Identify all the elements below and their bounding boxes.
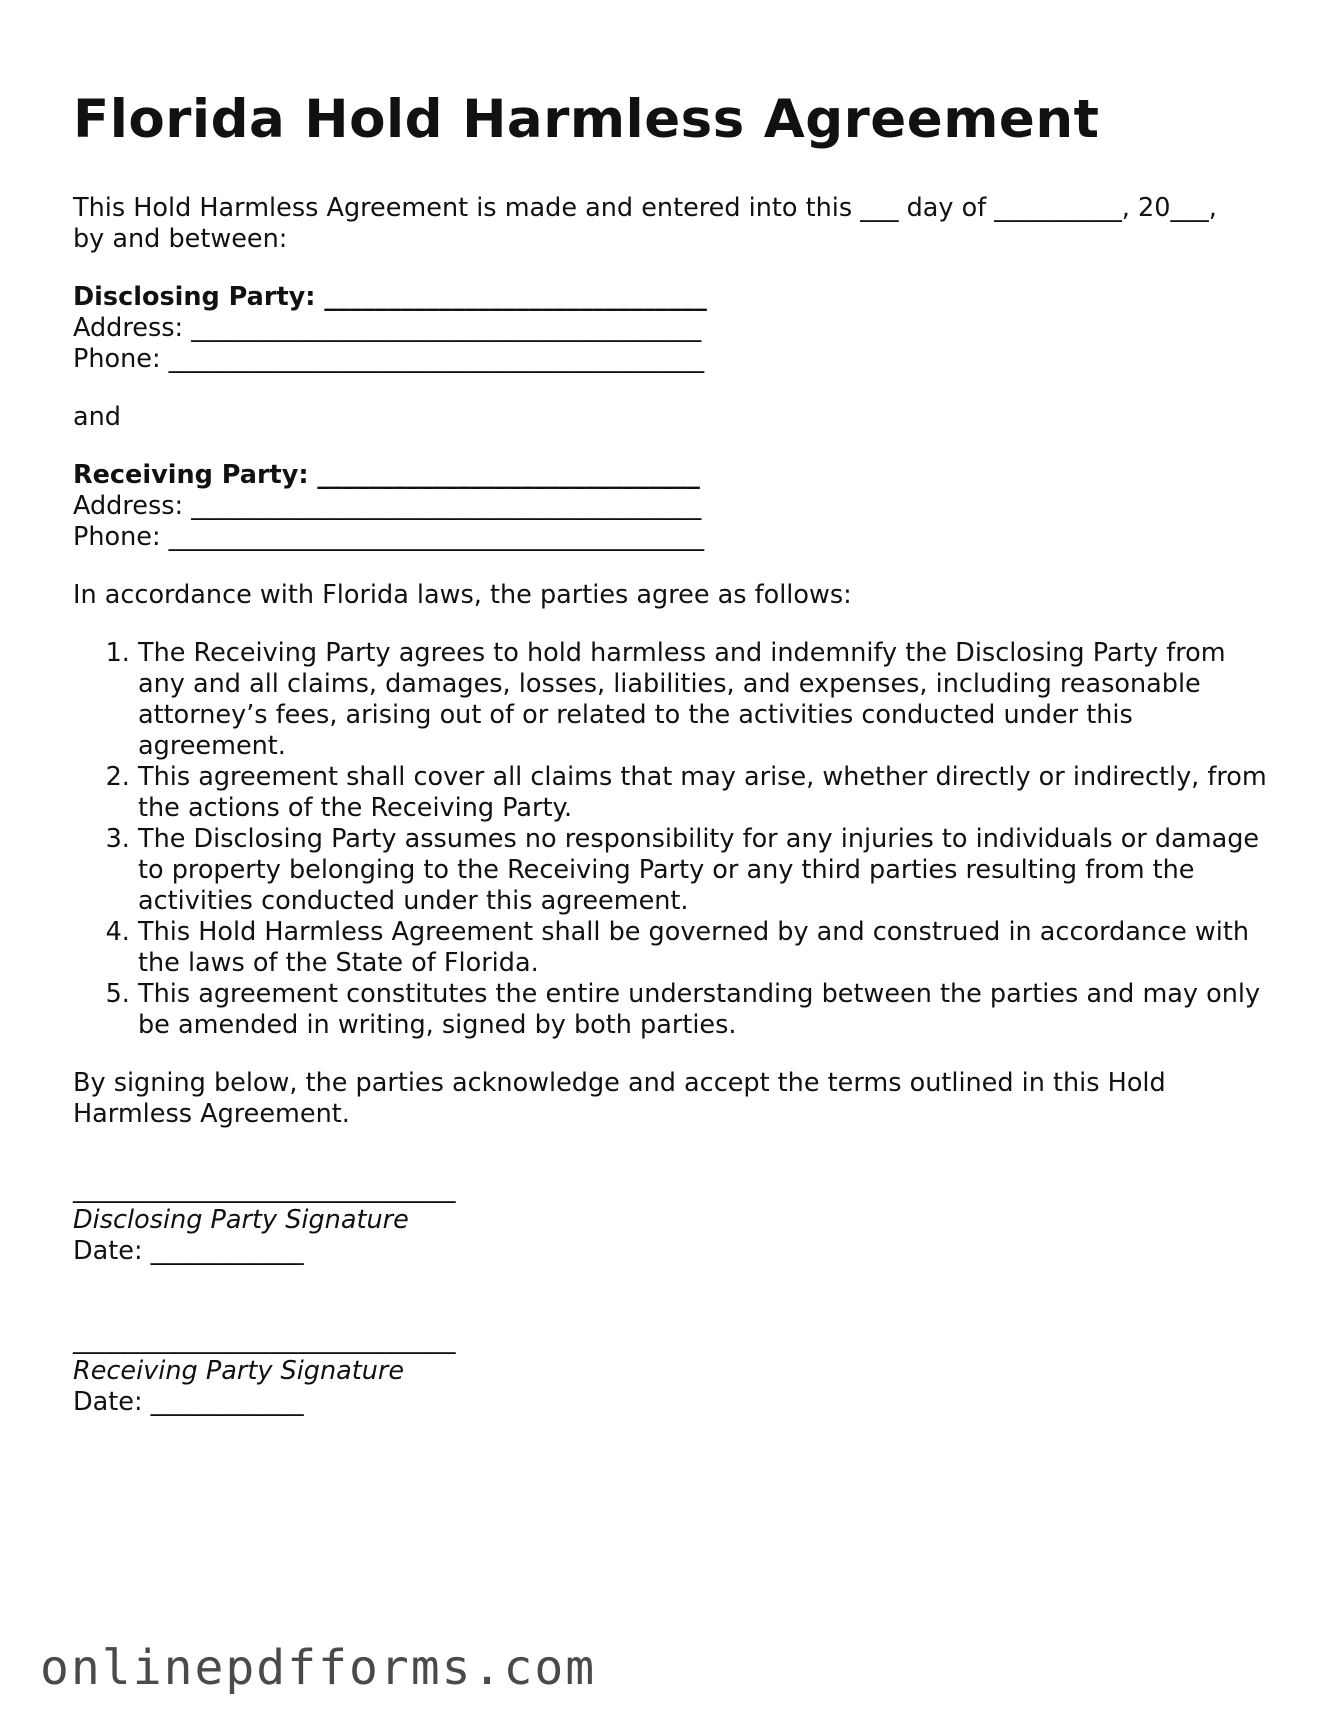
term-item: 3. The Disclosing Party assumes no responsibility for any injuries to individuals or damage to property belonging to the Receiving Party or any third parties resulting from the activities conducted under this agreement. [138, 824, 1273, 917]
signature-spacer [73, 1267, 1273, 1325]
signature-line: ______________________________ [73, 1173, 456, 1204]
and-separator [73, 402, 1273, 433]
disclosing-signature-block [73, 1174, 1273, 1267]
terms-list [73, 638, 1273, 1041]
watermark-text: onlinepdfforms.com [40, 1640, 597, 1696]
disclosing-phone-field: Phone: __________________________________________ [73, 343, 705, 374]
receiving-party-block [73, 460, 1273, 553]
intro-line: This Hold Harmless Agreement is made and entered into this ___ day of __________, 20___, [73, 192, 1217, 223]
disclosing-party-field: Disclosing Party: ______________________________ [73, 281, 707, 312]
disclosing-signature-label: Disclosing Party Signature [73, 1204, 409, 1235]
page-title: Florida Hold Harmless Agreement [73, 89, 1100, 150]
acknowledge-paragraph [73, 1068, 1273, 1130]
term-item: 2. This agreement shall cover all claims that may arise, whether directly or indirectly, from the actions of the Receiving Party. [138, 762, 1273, 824]
receiving-address-field: Address: ________________________________________ [73, 490, 702, 521]
disclosing-address-field: Address: ________________________________________ [73, 312, 702, 343]
and-text: and [73, 401, 121, 432]
receiving-phone-field: Phone: __________________________________________ [73, 521, 705, 552]
receiving-signature-label: Receiving Party Signature [73, 1355, 405, 1386]
term-item: 4. This Hold Harmless Agreement shall be governed by and construed in accordance with the laws of the State of Florida. [138, 917, 1273, 979]
term-item: 1. The Receiving Party agrees to hold harmless and indemnify the Disclosing Party from any and all claims, damages, losses, liabilities, and expenses, including reasonable attorney’s fees, arising out of or related to the activities conducted under this agreement. [138, 638, 1273, 762]
term-item: 5. This agreement constitutes the entire understanding between the parties and may only be amended in writing, signed by both parties. [138, 979, 1273, 1041]
acknowledge-text: By signing below, the parties acknowledge and accept the terms outlined in this Hold Harmless Agreement. [73, 1067, 1166, 1129]
accordance-text: In accordance with Florida laws, the parties agree as follows: [73, 579, 852, 610]
disclosing-date-field: Date: ____________ [73, 1235, 304, 1266]
signature-line: ______________________________ [73, 1324, 456, 1355]
document-page [73, 88, 1273, 1418]
receiving-signature-block [73, 1325, 1273, 1418]
intro-paragraph [73, 193, 1273, 255]
accordance-paragraph [73, 580, 1273, 611]
receiving-party-field: Receiving Party: ______________________________ [73, 459, 700, 490]
disclosing-party-block [73, 282, 1273, 375]
receiving-date-field: Date: ____________ [73, 1386, 304, 1417]
intro-line: by and between: [73, 223, 288, 254]
